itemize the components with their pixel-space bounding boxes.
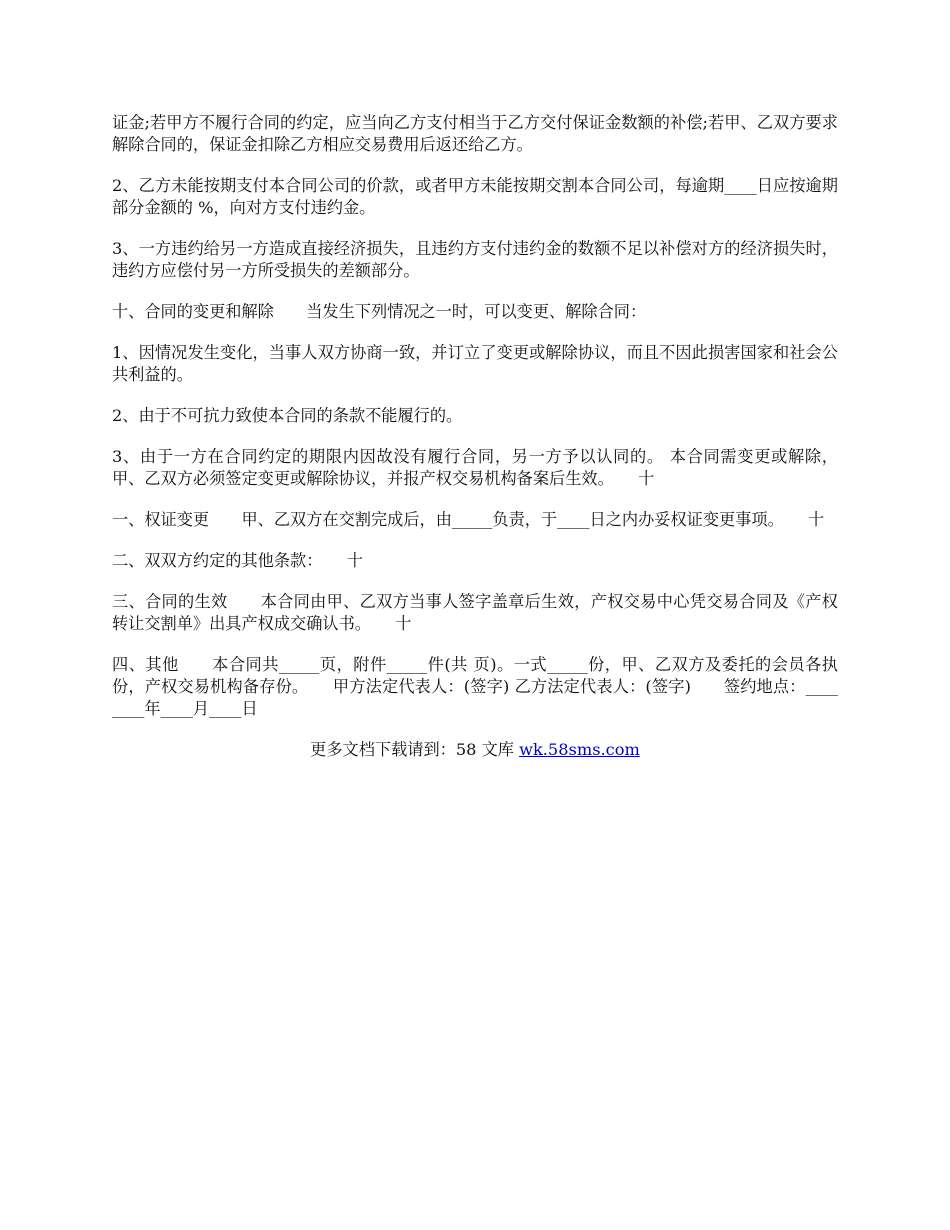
paragraph-section-ten-heading: 十、合同的变更和解除 当发生下列情况之一时，可以变更、解除合同： (112, 302, 647, 321)
footer-link[interactable]: wk.58sms.com (519, 740, 640, 759)
paragraph-miscellaneous-signatures: 四、其他 本合同共_____页，附件_____件(共 页)。一式_____份，甲、乙双方及委托的会员各执 份，产权交易机构备存份。 甲方法定代表人：(签字) 乙方法定代表人：(签字) 签约地点：________年____月____日 (112, 655, 844, 718)
download-footer (112, 739, 838, 761)
footer-text: 更多文档下载请到：58 文库 (310, 740, 520, 759)
paragraph-late-payment-penalty: 2、乙方未能按期支付本合同公司的价款，或者甲方未能按期交割本合同公司，每逾期____日应按逾期部分金额的 %，向对方支付违约金。 (112, 176, 838, 217)
paragraph-change-condition-3: 3、由于一方在合同约定的期限内因故没有履行合同，另一方予以认同的。 本合同需变更或解除，甲、乙双方必须签定变更或解除协议，并报产权交易机构备案后生效。 十 (112, 447, 838, 488)
paragraph-title-certificate-change: 一、权证变更 甲、乙双方在交割完成后，由_____负责，于____日之内办妥权证变更事项。 十 (112, 510, 825, 529)
paragraph-other-terms: 二、双双方约定的其他条款： 十 (112, 551, 363, 570)
paragraph-contract-effectiveness: 三、合同的生效 本合同由甲、乙双方当事人签字盖章后生效，产权交易中心凭交易合同及《产权转让交割单》出具产权成交确认书。 十 (112, 592, 838, 633)
paragraph-loss-compensation: 3、一方违约给另一方造成直接经济损失，且违约方支付违约金的数额不足以补偿对方的经济损失时，违约方应偿付另一方所受损失的差额部分。 (112, 239, 838, 280)
paragraph-change-condition-1: 1、因情况发生变化，当事人双方协商一致，并订立了变更或解除协议，而且不因此损害国家和社会公共利益的。 (112, 343, 838, 384)
paragraph-deposit-clause: 证金;若甲方不履行合同的约定，应当向乙方支付相当于乙方交付保证金数额的补偿;若甲、乙双方要求解除合同的，保证金扣除乙方相应交易费用后返还给乙方。 (112, 113, 838, 154)
paragraph-change-condition-2: 2、由于不可抗力致使本合同的条款不能履行的。 (112, 406, 463, 425)
